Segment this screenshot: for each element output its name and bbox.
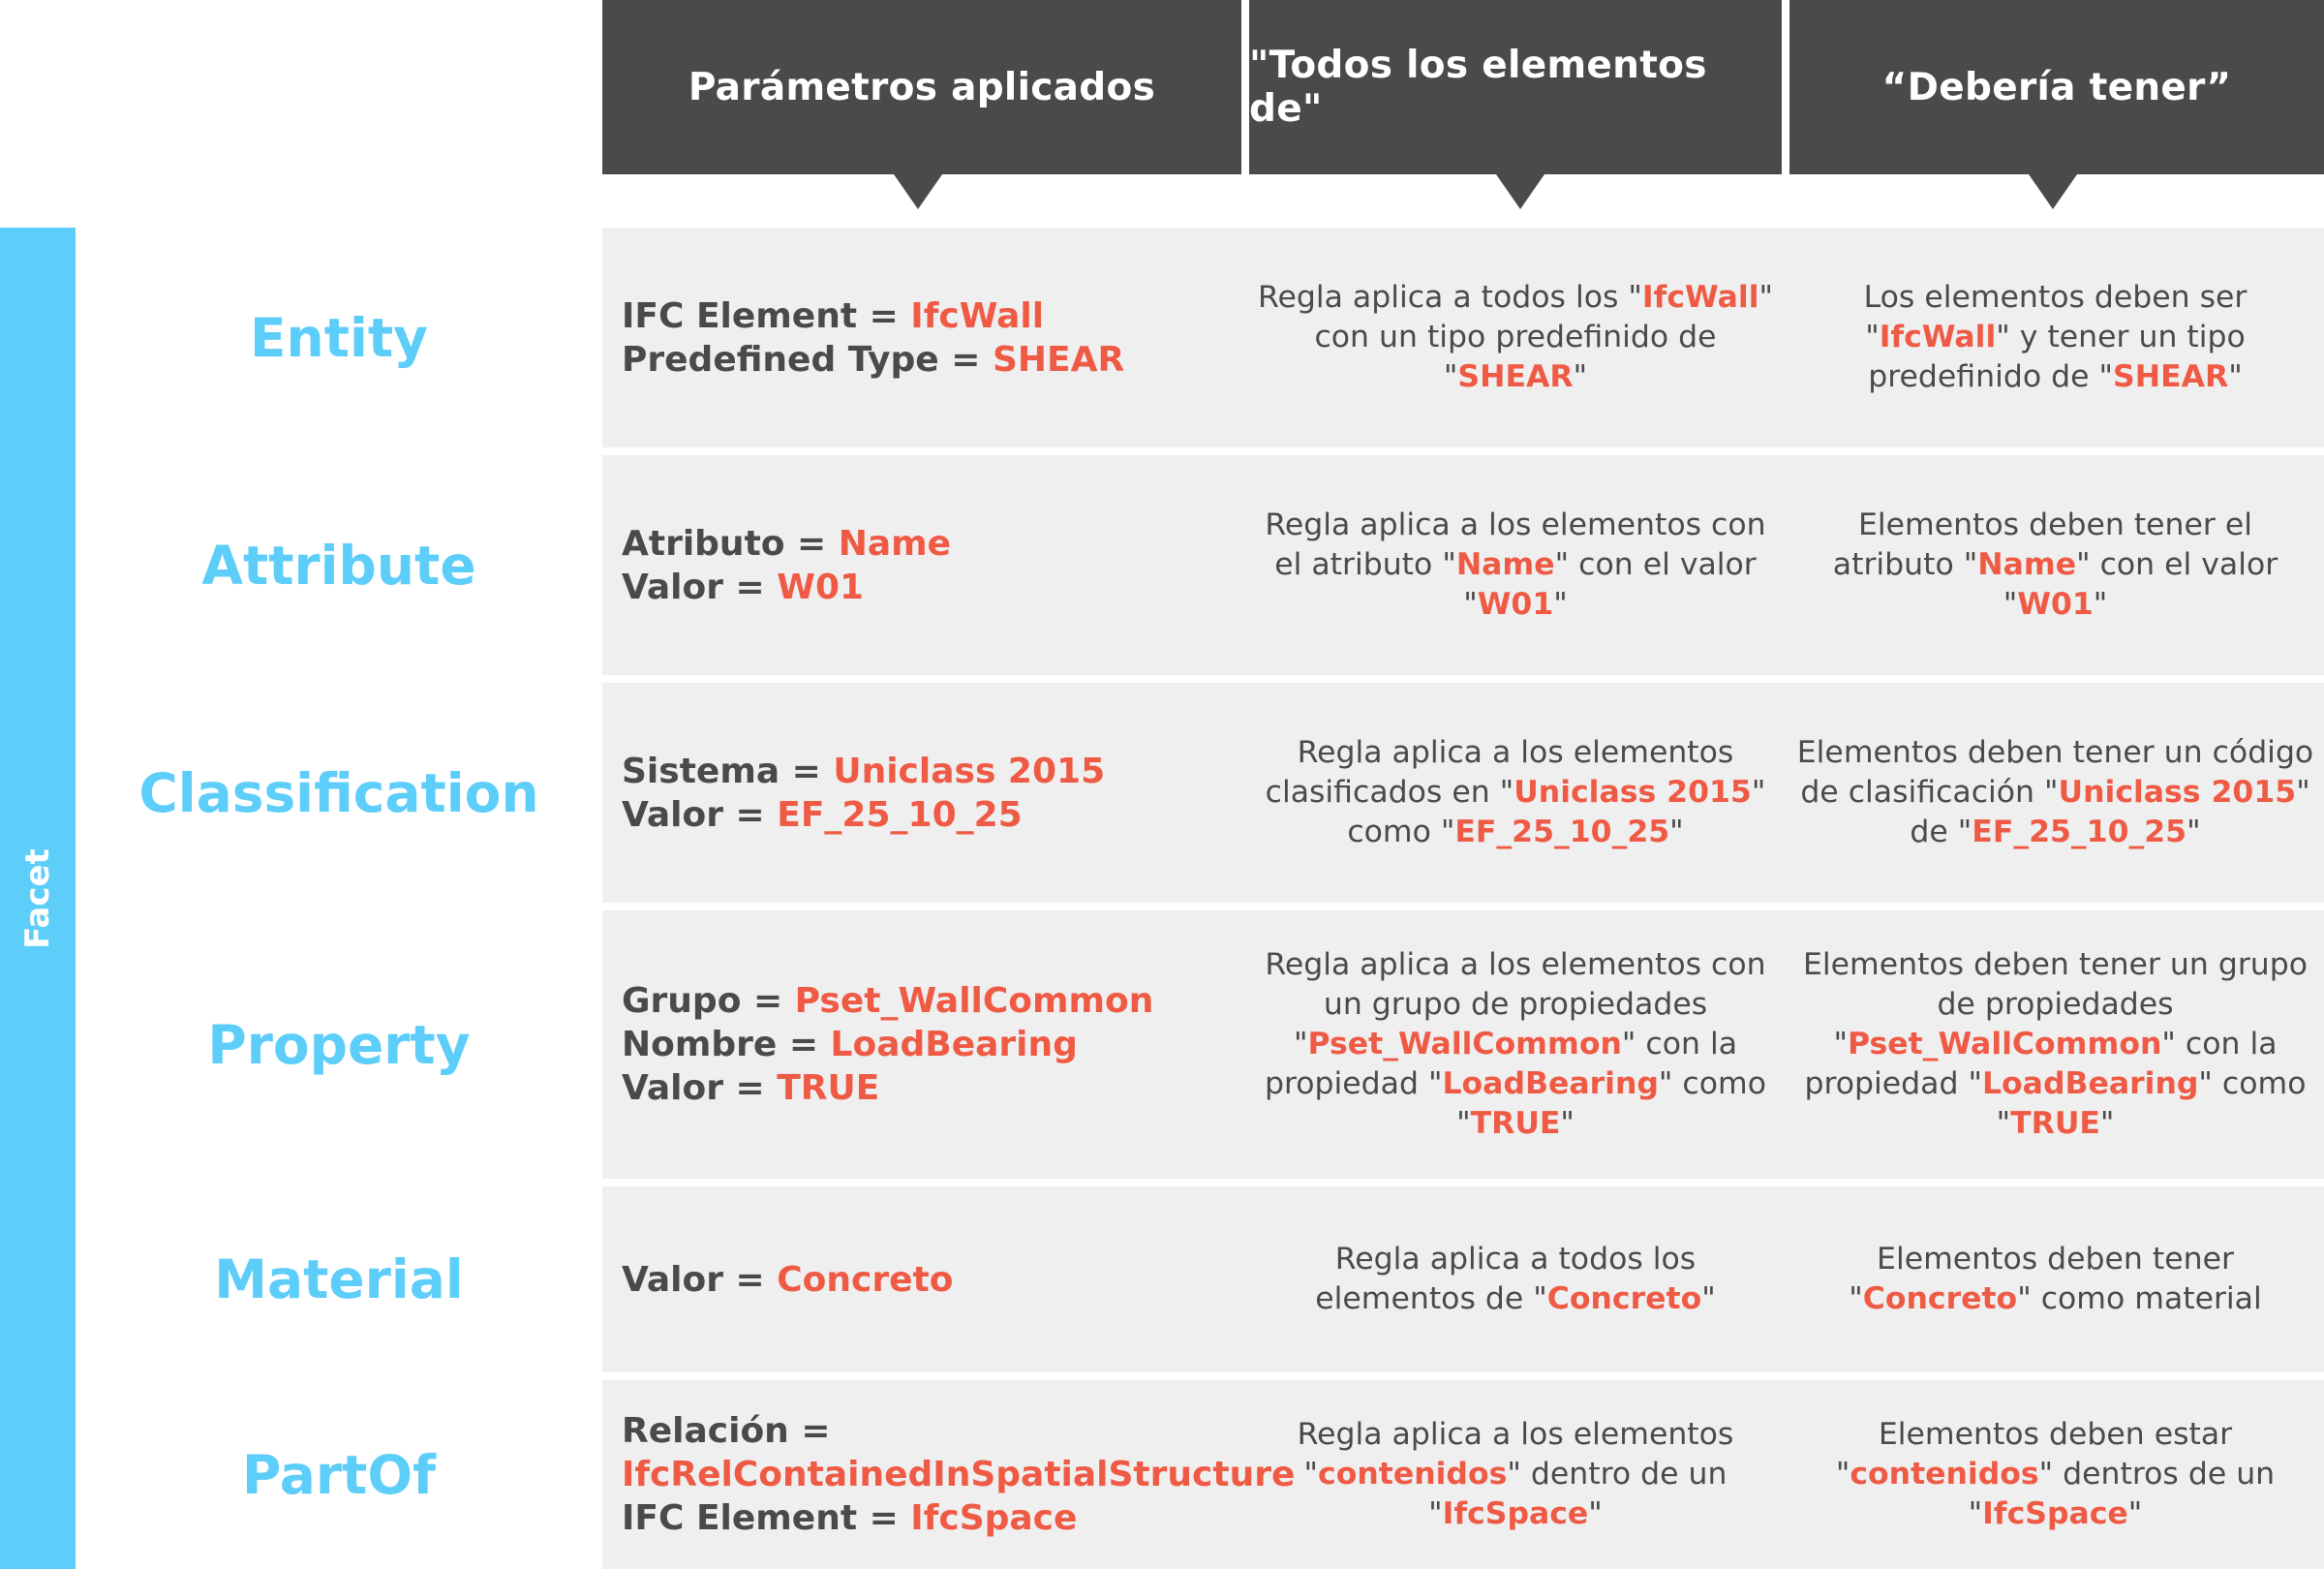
params-text [622,979,1153,1110]
params-cell [622,910,1241,1179]
text-segment: " [1588,1496,1603,1531]
header-todos-los-elementos [1249,0,1782,174]
text-line [622,793,1105,837]
highlighted-value: LoadBearing [1981,1066,2199,1101]
params-cell [622,228,1241,447]
highlighted-value: W01 [1477,587,1554,622]
text-line [1864,278,2248,318]
highlighted-value: EF_25_10_25 [1454,815,1670,849]
text-line [1265,1064,1766,1104]
text-line [1265,506,1765,545]
text-line [1864,318,2248,357]
text-segment: atributo " [1832,547,1978,582]
text-segment: IFC Element = [622,295,911,336]
text-line [622,750,1105,793]
requirement-cell [1791,1186,2319,1372]
highlighted-value: EF_25_10_25 [1972,815,2187,849]
text-line [1803,985,2308,1025]
header-label: Parámetros aplicados [688,65,1156,109]
text-segment: " [1758,280,1773,315]
text-segment: de propiedades [1937,987,2174,1022]
text-segment: un grupo de propiedades [1323,987,1708,1022]
header-parametros-aplicados [602,0,1241,174]
highlighted-value: W01 [777,567,865,607]
text-segment: " [1701,1281,1716,1316]
params-cell [622,1380,1296,1569]
text-segment: " con el valor [1554,547,1757,582]
header-pointer-arrow [2029,174,2077,209]
text-segment: Valor = [622,794,778,835]
highlighted-value: contenidos [1318,1457,1508,1492]
header-pointer-arrow [1496,174,1544,209]
text-line [622,294,1124,338]
highlighted-value: LoadBearing [1442,1066,1659,1101]
text-segment: Predefined Type = [622,339,993,380]
text-segment: Regla aplica a los elementos con [1265,947,1766,982]
text-segment: " [1849,1281,1863,1316]
text-segment: como " [1347,815,1455,849]
facet-label: Classification [138,761,539,824]
highlighted-value: SHEAR [1457,359,1574,394]
facet-label: Attribute [201,534,476,597]
text-segment: " [1751,775,1766,810]
text-segment: " [1443,359,1458,394]
text-segment: " con la [1621,1027,1738,1061]
text-line [1266,733,1766,773]
text-segment: propiedad " [1804,1066,1982,1101]
text-line [622,1409,1295,1453]
requirement-text [1864,278,2248,397]
text-line [1833,585,2278,625]
requirement-text [1849,1240,2262,1319]
text-segment: Los elementos deben ser [1863,280,2248,315]
applicability-text [1315,1240,1715,1319]
highlighted-value: IfcSpace [910,1498,1078,1538]
text-segment: Grupo = [622,981,795,1021]
highlighted-value: Concreto [1862,1281,2018,1316]
text-line [1833,545,2278,585]
text-segment: " [1996,1106,2011,1141]
text-line [1265,545,1765,585]
text-line [1265,985,1766,1025]
text-segment: el atributo " [1274,547,1456,582]
text-segment: " [2296,775,2310,810]
facet-label: PartOf [241,1443,437,1506]
highlighted-value: Name [838,523,952,564]
highlighted-value: Name [1455,547,1555,582]
highlighted-value: Concreto [1546,1281,1702,1316]
highlighted-value: IfcRelContainedInSpatialStructure [622,1455,1296,1494]
text-line [1265,1104,1766,1144]
highlighted-value: IfcSpace [1982,1496,2128,1531]
applicability-cell [1244,1380,1787,1569]
text-line [1258,357,1773,397]
applicability-text [1265,945,1766,1144]
header-pointer-arrow [894,174,942,209]
applicability-cell [1244,228,1787,447]
header-label: “Debería tener” [1881,65,2232,109]
text-segment: Regla aplica a todos los " [1258,280,1642,315]
text-segment: " [1573,359,1588,394]
text-segment: Elementos deben estar [1878,1417,2233,1452]
highlighted-value: TRUE [1470,1106,1561,1141]
text-line [1298,1415,1734,1455]
text-segment: " como [1658,1066,1766,1101]
text-line [1836,1455,2275,1494]
facet-label: Material [214,1248,464,1310]
text-segment: Elementos deben tener el [1857,508,2252,542]
text-segment: " [1293,1027,1308,1061]
text-line [622,566,951,609]
highlighted-value: SHEAR [992,339,1125,380]
text-segment: " como [2198,1066,2307,1101]
text-segment: " [2186,815,2201,849]
text-segment: IFC Element = [622,1498,911,1538]
highlighted-value: Uniclass 2015 [2058,775,2297,810]
highlighted-value: IfcWall [910,295,1045,336]
text-segment: " [1865,320,1880,354]
text-segment: " [1833,1027,1848,1061]
text-line [622,1453,1295,1496]
text-segment: " [2099,1106,2115,1141]
text-segment: Regla aplica a los elementos [1297,735,1734,770]
text-segment: " [2228,359,2243,394]
text-segment: Valor = [622,1259,778,1300]
text-line [1849,1279,2262,1319]
text-line [1298,1455,1734,1494]
text-segment: Regla aplica a los elementos [1297,1417,1734,1452]
requirement-cell [1791,683,2319,903]
highlighted-value: IfcSpace [1442,1496,1589,1531]
text-line [1803,1104,2308,1144]
highlighted-value: EF_25_10_25 [777,794,1023,835]
applicability-text [1258,278,1773,397]
text-line [622,338,1124,382]
text-segment: propiedad " [1265,1066,1443,1101]
text-segment: " [1560,1106,1575,1141]
text-line [1266,813,1766,852]
text-segment: " [2093,587,2108,622]
text-segment: con un tipo predefinido de [1314,320,1717,354]
facet-label: Entity [249,306,428,369]
requirement-text [1836,1415,2275,1534]
text-line [1836,1494,2275,1534]
highlighted-value: TRUE [777,1068,880,1108]
text-line [1803,945,2308,985]
text-line [1797,733,2313,773]
applicability-cell [1244,683,1787,903]
text-line [1797,773,2313,813]
text-segment: " [1669,815,1684,849]
highlighted-value: Name [1977,547,2077,582]
text-line [1265,585,1765,625]
highlighted-value: IfcWall [1879,320,1997,354]
applicability-cell [1244,910,1787,1179]
params-text [622,294,1124,382]
text-line [1315,1279,1715,1319]
text-line [1836,1415,2275,1455]
text-segment: " [1463,587,1478,622]
text-segment: clasificados en " [1265,775,1514,810]
requirement-text [1833,506,2278,625]
text-segment: " como material [2017,1281,2262,1316]
applicability-cell [1244,455,1787,675]
requirement-cell [1791,228,2319,447]
requirement-cell [1791,910,2319,1179]
highlighted-value: LoadBearing [830,1025,1078,1064]
text-segment: predefinido de " [1868,359,2114,394]
text-segment: " [1428,1496,1443,1531]
facet-axis-bar [0,228,76,1569]
text-line [1266,773,1766,813]
highlighted-value: Concreto [777,1259,954,1300]
params-text [622,522,951,609]
text-segment: Atributo = [622,523,839,564]
text-line [622,1023,1153,1066]
text-line [1315,1240,1715,1279]
params-text [622,750,1105,837]
applicability-text [1266,733,1766,852]
text-segment: Relación = [622,1411,831,1451]
text-segment: Sistema = [622,751,834,791]
text-segment: " [1553,587,1568,622]
text-segment: " [1968,1496,1983,1531]
highlighted-value: Pset_WallCommon [1847,1027,2162,1061]
highlighted-value: Uniclass 2015 [1514,775,1752,810]
text-segment: " dentros de un [2038,1457,2276,1492]
highlighted-value: SHEAR [2113,359,2229,394]
applicability-text [1298,1415,1734,1534]
params-cell [622,1186,1241,1372]
text-segment: " [1835,1457,1850,1492]
facet-axis-label: Facet [18,847,57,949]
text-segment: " dentro de un [1507,1457,1728,1492]
text-segment: Regla aplica a todos los [1334,1242,1697,1277]
highlighted-value: Uniclass 2015 [833,751,1106,791]
text-segment: " [2127,1496,2143,1531]
text-line [1833,506,2278,545]
text-segment: Valor = [622,1068,778,1108]
text-segment: Regla aplica a los elementos con [1265,508,1766,542]
applicability-cell [1244,1186,1787,1372]
text-line [1803,1025,2308,1064]
text-segment: de clasificación " [1800,775,2059,810]
text-line [622,979,1153,1023]
params-cell [622,455,1241,675]
params-text [622,1409,1295,1540]
text-line [622,1496,1295,1540]
text-segment: " [1456,1106,1471,1141]
params-text [622,1258,953,1302]
params-cell [622,683,1241,903]
text-line [1265,945,1766,985]
highlighted-value: W01 [2017,587,2094,622]
text-line [622,522,951,566]
highlighted-value: Pset_WallCommon [794,981,1154,1021]
text-line [1258,318,1773,357]
highlighted-value: TRUE [2010,1106,2100,1141]
requirement-cell [1791,1380,2319,1569]
text-segment: " [2003,587,2018,622]
highlighted-value: Pset_WallCommon [1307,1027,1622,1061]
requirement-cell [1791,455,2319,675]
text-segment: " con el valor [2076,547,2278,582]
text-segment: de " [1910,815,1972,849]
text-line [1864,357,2248,397]
applicability-text [1265,506,1765,625]
header-deberia-tener [1789,0,2324,174]
text-segment: elementos de " [1315,1281,1547,1316]
text-line [1797,813,2313,852]
highlighted-value: IfcWall [1641,280,1759,315]
text-segment: " y tener un tipo [1996,320,2246,354]
text-segment: " [1303,1457,1319,1492]
text-line [1849,1240,2262,1279]
text-line [1803,1064,2308,1104]
text-segment: Elementos deben tener [1877,1242,2234,1277]
highlighted-value: contenidos [1850,1457,2039,1492]
text-segment: Elementos deben tener un grupo [1803,947,2308,982]
text-line [622,1258,953,1302]
text-segment: " con la [2161,1027,2278,1061]
text-segment: Elementos deben tener un código [1796,735,2314,770]
text-segment: Nombre = [622,1025,831,1064]
text-line [1258,278,1773,318]
text-segment: Valor = [622,567,778,607]
facet-label: Property [207,1013,471,1076]
text-line [1265,1025,1766,1064]
requirement-text [1803,945,2308,1144]
text-line [1298,1494,1734,1534]
header-label: "Todos los elementos de" [1249,44,1707,131]
requirement-text [1797,733,2313,852]
text-line [622,1066,1153,1110]
